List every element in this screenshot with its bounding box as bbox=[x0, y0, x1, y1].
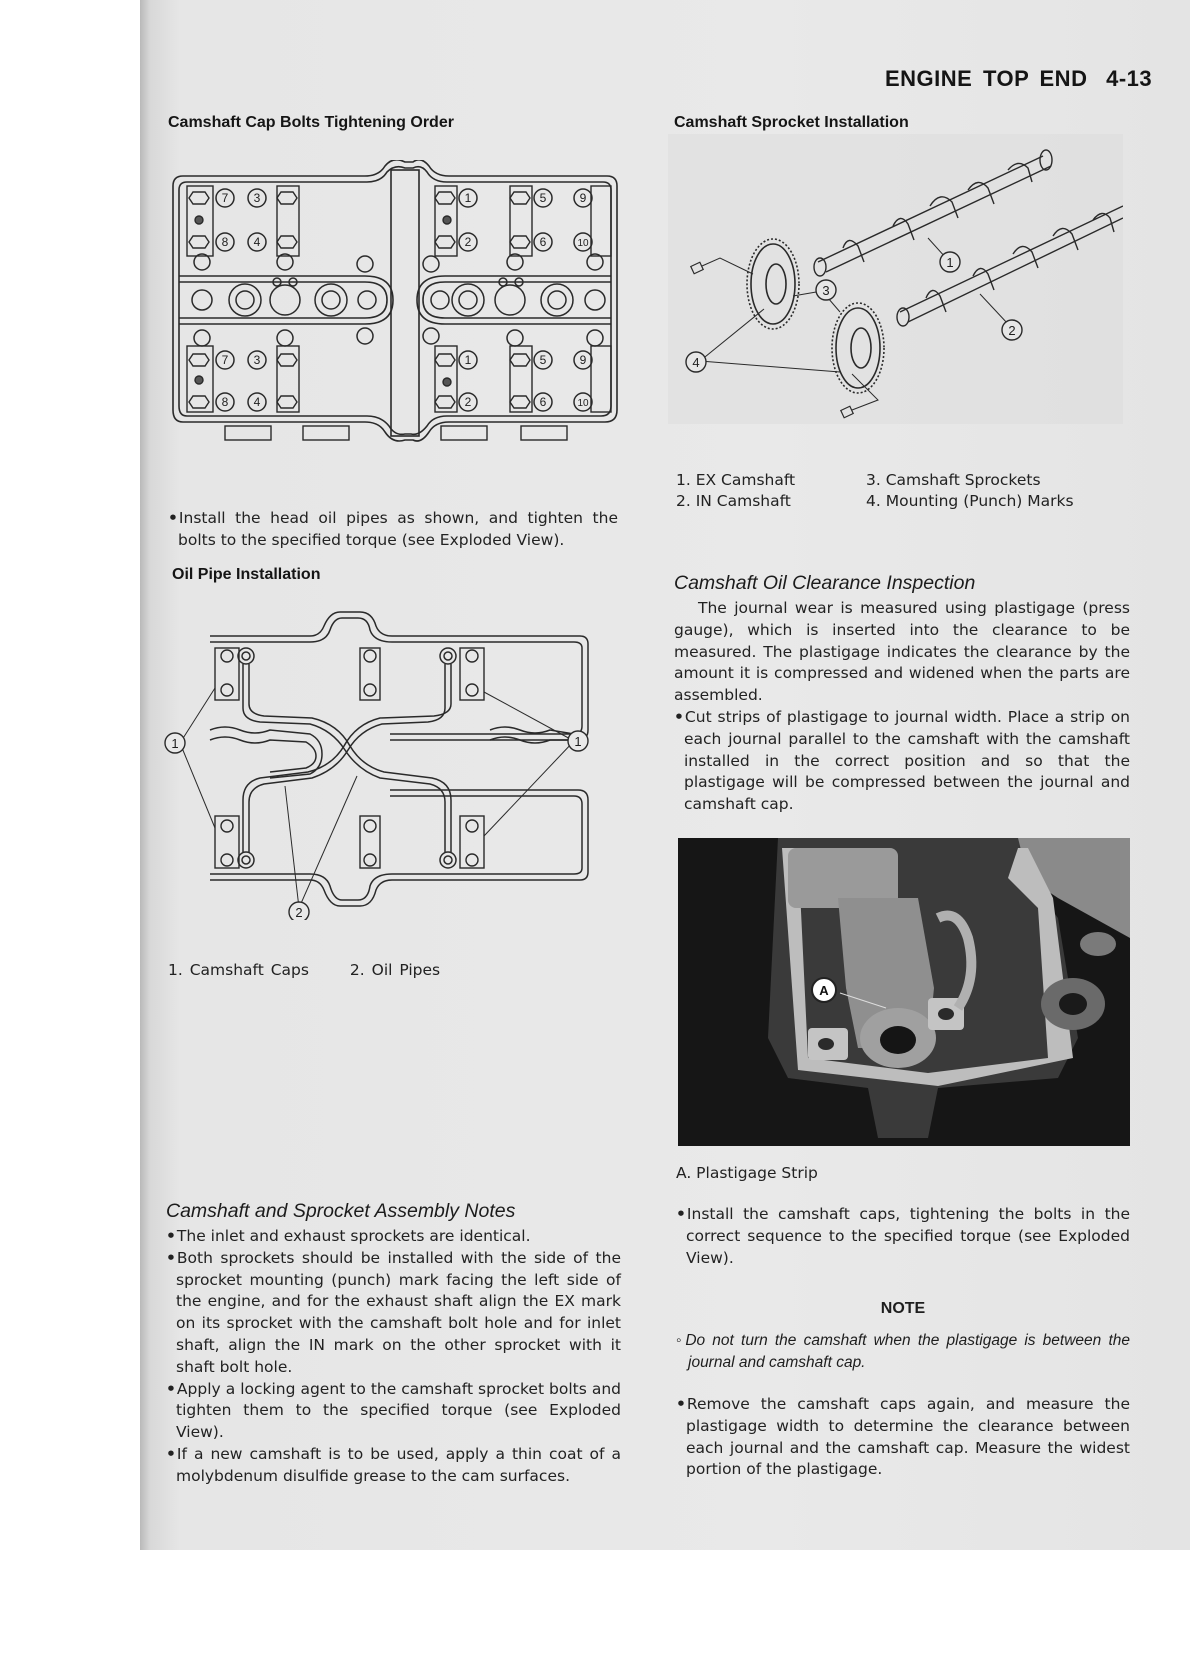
bolt-label: 1 bbox=[464, 353, 472, 367]
clearance-step: • Cut strips of plastigage to journal width. Place a strip on each journal parallel to the camshaft with the camshaft installed in the correct position and so that the plastigage will be compressed between the journal and camshaft cap. bbox=[674, 707, 1130, 816]
bolt-label: 6 bbox=[539, 235, 547, 249]
fig2-legend bbox=[168, 960, 440, 981]
photo-callout-label: A bbox=[819, 983, 829, 998]
callout-label: 1 bbox=[574, 734, 582, 749]
figure-background bbox=[668, 134, 1123, 424]
legend-item: 1. EX Camshaft bbox=[676, 471, 796, 489]
bolt-label: 10 bbox=[577, 238, 589, 249]
bolt-label: 9 bbox=[579, 353, 587, 367]
running-head bbox=[885, 66, 1152, 92]
bolt-label: 1 bbox=[464, 191, 472, 205]
remove-caps-instruction bbox=[676, 1394, 1130, 1481]
photo-caption: A. Plastigage Strip bbox=[676, 1164, 818, 1182]
bolt-tightening-diagram bbox=[165, 160, 625, 450]
note-text: ◦ Do not turn the camshaft when the plastigage is between the journal and camshaft cap. bbox=[676, 1330, 1130, 1374]
page-number: 4-13 bbox=[1106, 66, 1153, 91]
cap-bolts bbox=[221, 650, 478, 866]
bolt-label: 2 bbox=[464, 395, 472, 409]
assembly-note: • The inlet and exhaust sprockets are identical. bbox=[166, 1226, 621, 1248]
bolt-label: 8 bbox=[221, 395, 229, 409]
instruction-text: • Remove the camshaft caps again, and measure the plastigage width to determine the clearance between each journal and the camshaft cap. Measure the widest portion of the plastigage. bbox=[676, 1394, 1130, 1481]
instruction-text: • Install the camshaft caps, tightening the bolts in the correct sequence to the specified torque (see Exploded View). bbox=[676, 1204, 1130, 1269]
head-outline bbox=[210, 612, 588, 906]
bolt-label: 2 bbox=[464, 235, 472, 249]
bolt-label: 4 bbox=[253, 395, 261, 409]
assembly-note: • If a new camshaft is to be used, apply a thin coat of a molybdenum disulfide grease to the cam surfaces. bbox=[166, 1444, 621, 1488]
assembly-note: • Both sprockets should be installed with the side of the sprocket mounting (punch) mark facing the left side of the engine, and for the exhaust shaft align the EX mark on its sprocket with the camshaft bolt hole and for inlet shaft, align the IN mark on the other sprocket with it shaft bolt hole. bbox=[166, 1248, 621, 1379]
note-box bbox=[676, 1330, 1130, 1374]
legend-item: 2. Oil Pipes bbox=[349, 961, 441, 979]
callout-label: 2 bbox=[295, 905, 303, 920]
oil-pipe-diagram bbox=[160, 590, 610, 920]
clearance-intro: The journal wear is measured using plastigage (press gauge), which is inserted into the clearance to be measured. The plastigage indicates the clearance by the amount it is compressed and widened when the parts are assembled. bbox=[674, 599, 1130, 705]
instruction-text: • Install the head oil pipes as shown, and tighten the bolts to the specified torque (see Exploded View). bbox=[168, 508, 618, 552]
assembly-notes-heading: Camshaft and Sprocket Assembly Notes bbox=[166, 1200, 516, 1222]
bolt-label: 5 bbox=[539, 353, 547, 367]
callout-label: 3 bbox=[822, 283, 830, 298]
callout-label: 2 bbox=[1008, 323, 1016, 338]
bolt-label: 6 bbox=[539, 395, 547, 409]
section-title: ENGINE TOP END bbox=[885, 66, 1088, 91]
callout-label: 4 bbox=[692, 355, 700, 370]
journal-circles bbox=[192, 254, 605, 346]
assembly-note: • Apply a locking agent to the camshaft sprocket bolts and tighten them to the specified torque (see Exploded View). bbox=[166, 1379, 621, 1444]
fig2-title: Oil Pipe Installation bbox=[172, 566, 321, 583]
bolt-label: 8 bbox=[221, 235, 229, 249]
sprocket-installation-diagram bbox=[668, 134, 1123, 424]
bolt-number-circles bbox=[216, 189, 592, 411]
bolt-label: 3 bbox=[253, 191, 261, 205]
plastigage-photo bbox=[678, 838, 1130, 1146]
camshaft-caps bbox=[215, 648, 484, 868]
note-title: NOTE bbox=[880, 1300, 926, 1317]
bolt-label: 10 bbox=[577, 398, 589, 409]
fig3-title: Camshaft Sprocket Installation bbox=[674, 114, 909, 131]
legend-item: 4. Mounting (Punch) Marks bbox=[866, 492, 1074, 510]
legend-item: 2. IN Camshaft bbox=[676, 492, 791, 510]
clearance-heading: Camshaft Oil Clearance Inspection bbox=[674, 572, 976, 594]
bolt-label: 5 bbox=[539, 191, 547, 205]
oil-pipe-instruction bbox=[168, 508, 618, 552]
bolt-label: 7 bbox=[221, 353, 229, 367]
callout-label: 1 bbox=[946, 255, 954, 270]
oil-pipes bbox=[210, 648, 574, 868]
clearance-body bbox=[674, 598, 1130, 816]
callout-label: 1 bbox=[171, 736, 179, 751]
assembly-notes-list bbox=[166, 1226, 621, 1488]
photo-rendering bbox=[678, 838, 1130, 1146]
bolt-label: 3 bbox=[253, 353, 261, 367]
leader-lines bbox=[180, 688, 574, 908]
legend-item: 1. Camshaft Caps bbox=[168, 961, 309, 979]
fig3-legend bbox=[676, 470, 1106, 512]
legend-item: 3. Camshaft Sprockets bbox=[866, 471, 1041, 489]
fig1-title: Camshaft Cap Bolts Tightening Order bbox=[168, 114, 454, 131]
install-caps-instruction bbox=[676, 1204, 1130, 1269]
cap-bolts bbox=[189, 192, 530, 408]
bolt-label: 4 bbox=[253, 235, 261, 249]
bolt-label: 7 bbox=[221, 191, 229, 205]
bolt-label: 9 bbox=[579, 191, 587, 205]
